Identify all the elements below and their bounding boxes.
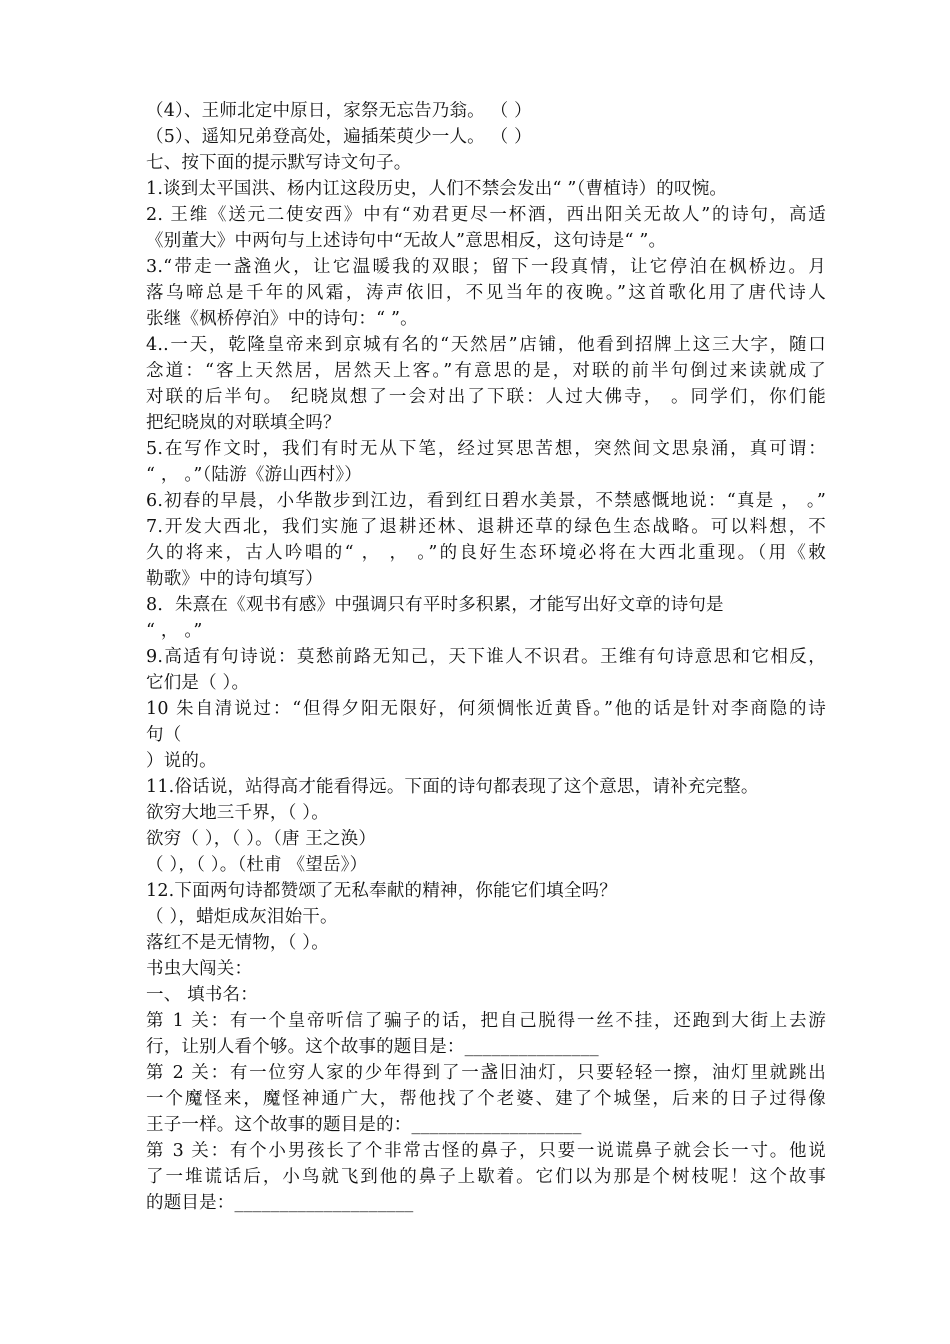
text-line: 8．朱熹在《观书有感》中强调只有平时多积累，才能写出好文章的诗句是 (146, 595, 724, 615)
text-line: 2. 王维《送元二使安西》中有“劝君更尽一杯酒，西出阳关无故人”的诗句，高适 (146, 205, 826, 225)
text-line: 1.谈到太平国洪、杨内讧这段历史，人们不禁会发出“ ”（曹植诗）的叹惋。 (146, 179, 728, 199)
text-line: 句（ (146, 725, 182, 745)
text-line: 欲穷（ ），（ ）。（唐 王之涣） (146, 829, 377, 849)
text-line: 12.下面两句诗都赞颂了无私奉献的精神，你能它们填全吗？ (146, 881, 617, 901)
text-line: （4）、王师北定中原日，家祭无忘告乃翁。 （ ） (146, 101, 532, 121)
document-page (146, 98, 826, 1216)
text-line: 张继《枫桥停泊》中的诗句：“ ”。 (146, 309, 418, 329)
text-line: 对联的后半句。 纪晓岚想了一会对出了下联：人过大佛寺， 。同学们，你们能 (146, 387, 826, 407)
text-line: “ ， 。” (146, 621, 203, 641)
text-line: 第 3 关：有个小男孩长了个非常古怪的鼻子，只要一说谎鼻子就会长一寸。他说 (146, 1141, 826, 1161)
text-line: 欲穷大地三千界，（ ）。 (146, 803, 329, 823)
text-line: 了一堆谎话后，小鸟就飞到他的鼻子上歇着。它们以为那是个树枝呢！这个故事 (146, 1167, 826, 1187)
text-line: 念道：“客上天然居，居然天上客。”有意思的是，对联的前半句倒过来读就成了 (146, 361, 826, 381)
text-line: 一个魔怪来，魔怪神通广大，帮他找了个老婆、建了个城堡，后来的日子过得像 (146, 1089, 826, 1109)
text-line: 5.在写作文时，我们有时无从下笔，经过冥思苦想，突然间文思泉涌，真可谓： (146, 439, 826, 459)
text-line: 一、 填书名： (146, 985, 258, 1005)
text-line: 3.“带走一盏渔火，让它温暖我的双眼；留下一段真情，让它停泊在枫桥边。月 (146, 257, 826, 277)
text-line: “ ， 。”（陆游《游山西村》） (146, 465, 362, 485)
text-line: 王子一样。这个故事的题目是的：___________________ (146, 1115, 582, 1135)
text-line: 行，让别人看个够。这个故事的题目是：_______________ (146, 1037, 599, 1057)
text-line: 久的将来，古人吟唱的“ ， ， 。”的良好生态环境必将在大西北重现。（用《敕 (146, 543, 826, 563)
text-line: 11.俗话说，站得高才能看得远。下面的诗句都表现了这个意思，请补充完整。 (146, 777, 759, 797)
text-line: 4..一天，乾隆皇帝来到京城有名的“天然居”店铺，他看到招牌上这三大字，随口 (146, 335, 826, 355)
text-line: 10 朱自清说过：“但得夕阳无限好，何须惆怅近黄昏。”他的话是针对李商隐的诗 (146, 699, 826, 719)
text-line: 9.高适有句诗说：莫愁前路无知己，天下谁人不识君。王维有句诗意思和它相反， (146, 647, 826, 667)
text-line: （ ），蜡炬成灰泪始干。 (146, 907, 338, 927)
text-line: （ ），（ ）。（杜甫 《望岳》） (146, 855, 368, 875)
text-line: 6.初春的早晨，小华散步到江边，看到红日碧水美景，不禁感慨地说：“真是 ， 。” (146, 491, 826, 511)
text-line: 落乌啼总是千年的风霜，涛声依旧，不见当年的夜晚。”这首歌化用了唐代诗人 (146, 283, 826, 303)
text-line: ）说的。 (146, 751, 217, 771)
text-line: 落红不是无情物，（ ）。 (146, 933, 329, 953)
text-line: 勒歌》中的诗句填写） (146, 569, 323, 589)
text-line: （5）、遥知兄弟登高处，遍插茱萸少一人。 （ ） (146, 127, 532, 147)
text-line: 《别董大》中两句与上述诗句中“无故人”意思相反，这句诗是“ ”。 (146, 231, 667, 251)
text-line: 它们是（ ）。 (146, 673, 250, 693)
text-line: 第 1 关：有一个皇帝听信了骗子的话，把自己脱得一丝不挂，还跑到大街上去游 (146, 1011, 826, 1031)
text-line: 七、按下面的提示默写诗文句子。 (146, 153, 412, 173)
text-line: 第 2 关：有一位穷人家的少年得到了一盏旧油灯，只要轻轻一擦，油灯里就跳出 (146, 1063, 826, 1083)
text-line: 的题目是：____________________ (146, 1193, 414, 1213)
text-line: 把纪晓岚的对联填全吗？ (146, 413, 341, 433)
text-line: 书虫大闯关： (146, 959, 253, 979)
text-line: 7.开发大西北，我们实施了退耕还林、退耕还草的绿色生态战略。可以料想，不 (146, 517, 826, 537)
